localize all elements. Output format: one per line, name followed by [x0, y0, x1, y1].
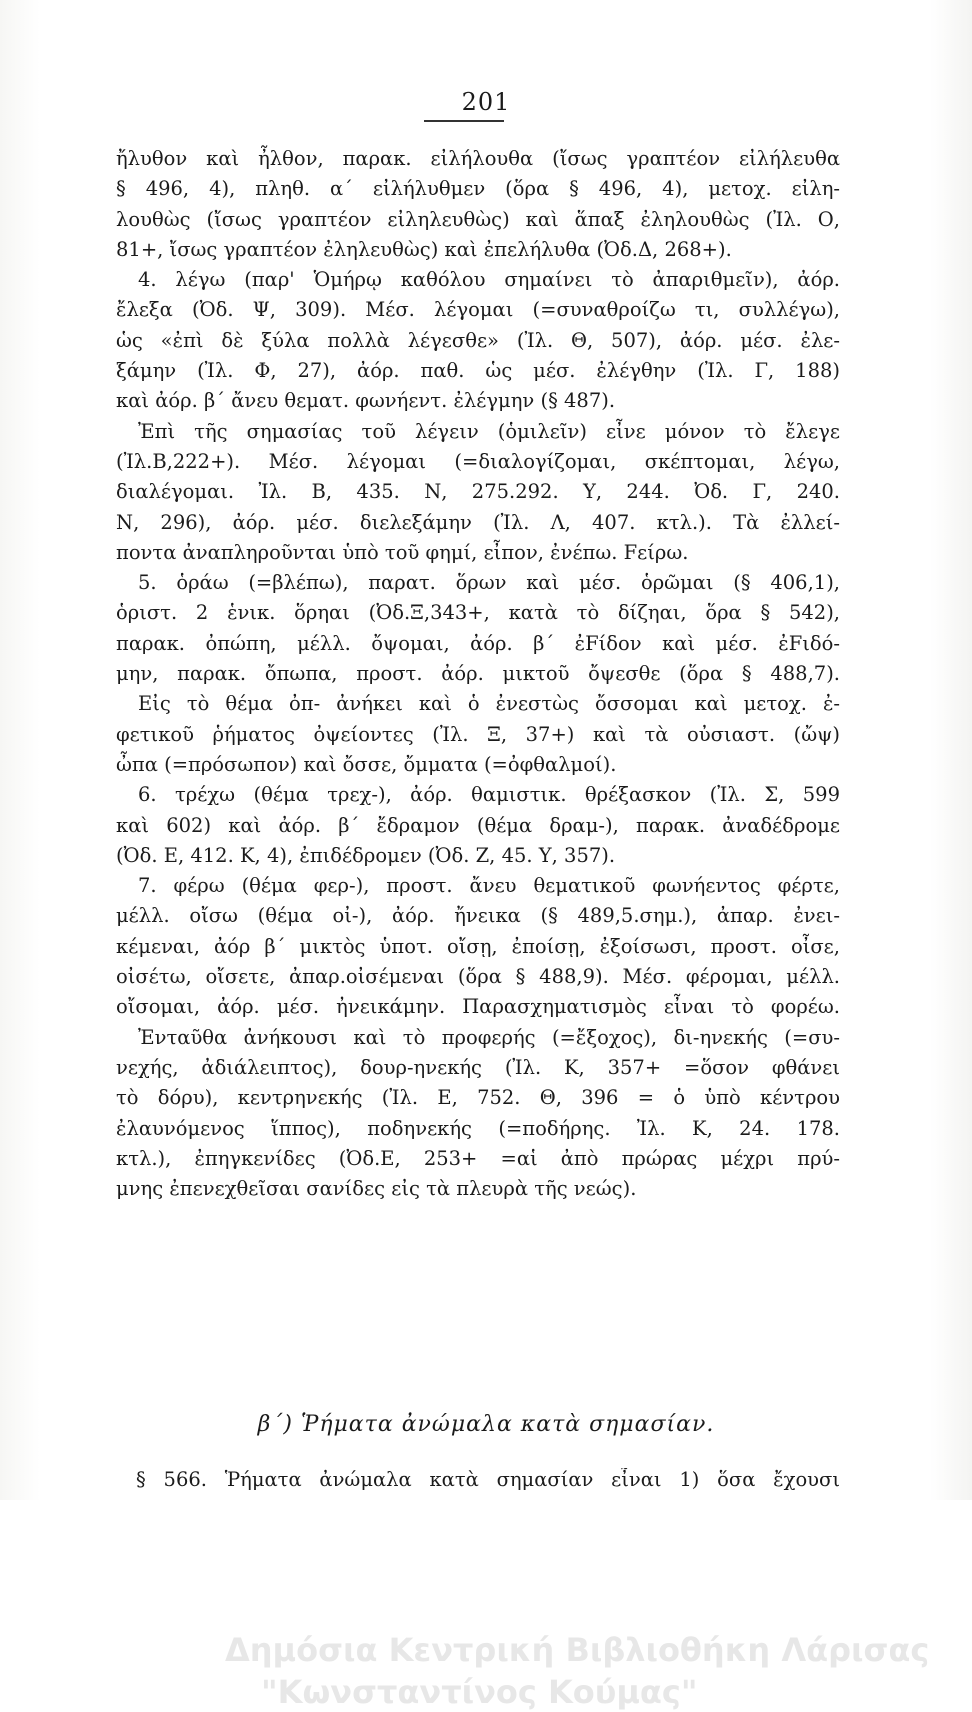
text-line: ποντα ἀναπληροῦνται ὑπὸ τοῦ φημί, εἶπον, ἐνέπω. Fείρω.: [116, 540, 689, 564]
watermark-line-1: Δημόσια Κεντρική Βιβλιοθήκη Λάρισας: [225, 1631, 930, 1669]
section-heading: β΄) Ῥήματα ἀνώμαλα κατὰ σημασίαν.: [257, 1412, 715, 1437]
text-line: καὶ 602) καὶ ἀόρ. β΄ ἔδραμον (θέμα δραμ-), παρακ. ἀναδέδρομε: [116, 813, 840, 837]
text-line: μέλλ. οἴσω (θέμα οἰ-), ἀόρ. ἤνεικα (§ 489,5.σημ.), ἀπαρ. ἐνει-: [116, 904, 840, 928]
body-text: [116, 144, 840, 1204]
text-line: μην, παρακ. ὄπωπα, προστ. ἀόρ. μικτοῦ ὄψεσθε (ὅρα § 488,7).: [116, 662, 840, 686]
section-first-line: § 566. Ῥήματα ἀνώμαλα κατὰ σημασίαν εἶναι 1) ὅσα ἔχουσι: [136, 1468, 840, 1491]
text-line: (Ὀδ. Ε, 412. Κ, 4), ἐπιδέδρομεν (Ὀδ. Ζ, 45. Υ, 357).: [116, 843, 616, 867]
text-line: Ἐνταῦθα ἀνήκουσι καὶ τὸ προφερής (=ἔξοχος), δι-ηνεκής (=συ-: [138, 1025, 840, 1049]
text-line: νεχής, ἀδιάλειπτος), δουρ-ηνεκής (Ἰλ. Κ, 357+ =ὅσον φθάνει: [116, 1055, 840, 1079]
page-number: 201: [461, 88, 511, 116]
text-line: μνης ἐπενεχθεῖσαι σανίδες εἰς τὰ πλευρὰ τῆς νεώς).: [116, 1177, 637, 1201]
text-line: διαλέγομαι. Ἰλ. Β, 435. Ν, 275.292. Υ, 244. Ὀδ. Γ, 240.: [116, 480, 840, 504]
text-line: ὁριστ. 2 ἑνικ. ὅρηαι (Ὀδ.Ξ,343+, κατὰ τὸ δίζηαι, ὅρα § 542),: [116, 601, 840, 625]
text-line: ἐλαυνόμενος ἵππος), ποδηνεκής (=ποδήρης. Ἰλ. Κ, 24. 178.: [116, 1116, 840, 1140]
text-line: οἰσέτω, οἴσετε, ἀπαρ.οἰσέμεναι (ὅρα § 488,9). Μέσ. φέρομαι, μέλλ.: [116, 965, 840, 989]
text-line: 6. τρέχω (θέμα τρεχ-), ἀόρ. θαμιστικ. θρέξασκον (Ἰλ. Σ, 599: [138, 783, 840, 807]
text-line: Εἰς τὸ θέμα ὀπ- ἀνήκει καὶ ὁ ἐνεστὼς ὄσσομαι καὶ μετοχ. ἐ-: [138, 692, 840, 716]
page-number-rule: [424, 120, 504, 122]
text-line: καὶ ἀόρ. β΄ ἄνευ θεματ. φωνήεντ. ἐλέγμην (§ 487).: [116, 389, 616, 413]
text-line: § 496, 4), πληθ. α΄ εἰλήλυθμεν (ὅρα § 496, 4), μετοχ. εἰλη-: [116, 177, 840, 201]
text-line: τὸ δόρυ), κεντρηνεκής (Ἰλ. Ε, 752. Θ, 396 = ὁ ὑπὸ κέντρου: [116, 1086, 840, 1110]
text-line: (Ἰλ.Β,222+). Μέσ. λέγομαι (=διαλογίζομαι, σκέπτομαι, λέγω,: [116, 449, 840, 473]
text-line: ξάμην (Ἰλ. Φ, 27), ἀόρ. παθ. ὡς μέσ. ἐλέγθην (Ἰλ. Γ, 188): [116, 359, 840, 383]
text-line: 7. φέρω (θέμα φερ-), προστ. ἄνευ θεματικοῦ φωνήεντος φέρτε,: [138, 874, 840, 898]
text-line: ὡς «ἐπὶ δὲ ξύλα πολλὰ λέγεσθε» (Ἰλ. Θ, 507), ἀόρ. μέσ. ἐλε-: [116, 328, 840, 352]
text-line: Ν, 296), ἀόρ. μέσ. διελεξάμην (Ἰλ. Λ, 407. κτλ.). Τὰ ἐλλεί-: [116, 510, 840, 534]
text-line: κτλ.), ἐπηγκενίδες (Ὀδ.Ε, 253+ =αἱ ἀπὸ πρώρας μέχρι πρύ-: [116, 1146, 840, 1170]
text-line: 4. λέγω (παρ' Ὁμήρῳ καθόλου σημαίνει τὸ ἀπαριθμεῖν), ἀόρ.: [138, 268, 840, 292]
text-line: ἤλυθον καὶ ἦλθον, παρακ. εἰλήλουθα (ἴσως γραπτέον εἰλήλευθα: [116, 147, 840, 170]
text-line: παρακ. ὀπώπη, μέλλ. ὄψομαι, ἀόρ. β΄ ἐFίδον καὶ μέσ. ἐFιδό-: [116, 631, 840, 655]
text-line: Ἐπὶ τῆς σημασίας τοῦ λέγειν (ὁμιλεῖν) εἶνε μόνον τὸ ἔλεγε: [138, 419, 840, 443]
text-line: 5. ὁράω (=βλέπω), παρατ. ὅρων καὶ μέσ. ὁρῶμαι (§ 406,1),: [138, 571, 840, 595]
text-line: φετικοῦ ῥήματος ὀψείοντες (Ἰλ. Ξ, 37+) καὶ τὰ οὐσιαστ. (ὤψ): [116, 722, 840, 746]
text-line: ὦπα (=πρόσωπον) καὶ ὄσσε, ὄμματα (=ὀφθαλμοί).: [116, 752, 617, 776]
text-line: ἔλεξα (Ὀδ. Ψ, 309). Μέσ. λέγομαι (=συναθροίζω τι, συλλέγω),: [116, 298, 840, 322]
watermark-line-2: "Κωνσταντίνος Κούμας": [261, 1673, 698, 1711]
text-line: 81+, ἴσως γραπτέον ἐληλευθὼς) καὶ ἐπελήλυθα (Ὀδ.Δ, 268+).: [116, 237, 732, 261]
text-line: κέμεναι, ἀόρ β΄ μικτὸς ὑποτ. οἴσῃ, ἐποίσῃ, ἐξοίσωσι, προστ. οἶσε,: [116, 934, 840, 958]
text-line: οἴσομαι, ἀόρ. μέσ. ἠνεικάμην. Παρασχηματισμὸς εἶναι τὸ φορέω.: [116, 995, 840, 1019]
text-line: λουθὼς (ἴσως γραπτέον εἰληλευθὼς) καὶ ἅπαξ ἐληλουθὼς (Ἰλ. Ο,: [116, 207, 840, 231]
